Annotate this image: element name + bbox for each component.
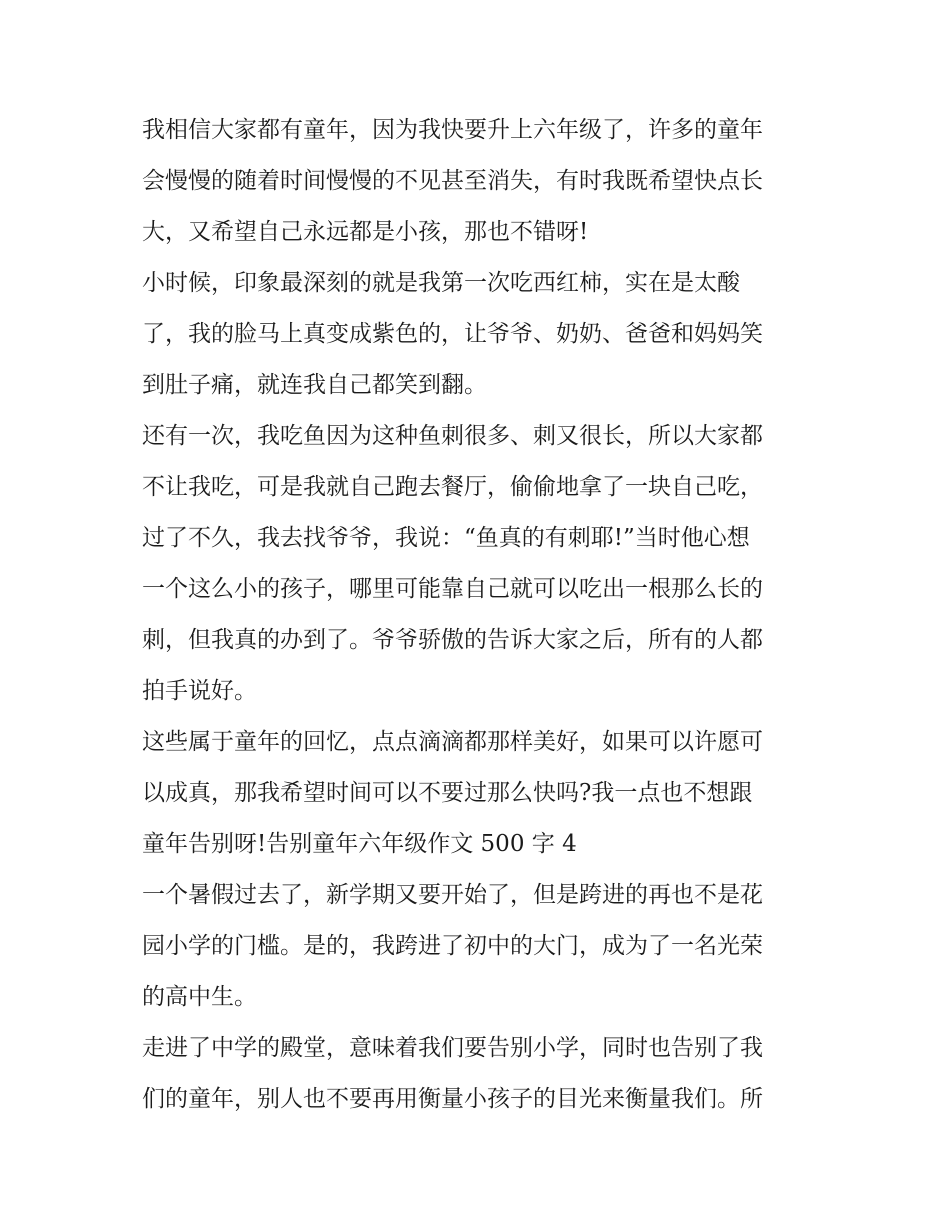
text-line: 拍手说好。	[142, 678, 257, 704]
text-line: 童年告别呀!告别童年六年级作文 500 字 4	[142, 831, 577, 857]
text-line: 了，我的脸马上真变成紫色的，让爷爷、奶奶、爸爸和妈妈笑	[142, 321, 763, 347]
text-line: 以成真，那我希望时间可以不要过那么快吗?我一点也不想跟	[142, 780, 753, 806]
text-line: 到肚子痛，就连我自己都笑到翻。	[142, 372, 487, 398]
text-line: 们的童年，别人也不要再用衡量小孩子的目光来衡量我们。所	[142, 1086, 763, 1112]
text-line: 过了不久，我去找爷爷，我说：“鱼真的有刺耶!”当时他心想	[142, 525, 750, 551]
text-line: 还有一次，我吃鱼因为这种鱼刺很多、刺又很长，所以大家都	[142, 423, 763, 449]
text-line: 小时候，印象最深刻的就是我第一次吃西红柿，实在是太酸	[142, 270, 740, 296]
text-line: 的高中生。	[142, 984, 257, 1010]
text-line: 园小学的门槛。是的，我跨进了初中的大门，成为了一名光荣	[142, 933, 763, 959]
text-line: 不让我吃，可是我就自己跑去餐厅，偷偷地拿了一块自己吃，	[142, 474, 763, 500]
text-line: 一个暑假过去了，新学期又要开始了，但是跨进的再也不是花	[142, 882, 763, 908]
text-line: 刺，但我真的办到了。爷爷骄傲的告诉大家之后，所有的人都	[142, 627, 763, 653]
text-line: 一个这么小的孩子，哪里可能靠自己就可以吃出一根那么长的	[142, 576, 763, 602]
text-line: 大，又希望自己永远都是小孩，那也不错呀!	[142, 219, 589, 245]
text-line: 这些属于童年的回忆，点点滴滴都那样美好，如果可以许愿可	[142, 729, 763, 755]
text-line: 我相信大家都有童年，因为我快要升上六年级了，许多的童年	[142, 117, 763, 143]
text-line: 会慢慢的随着时间慢慢的不见甚至消失，有时我既希望快点长	[142, 168, 763, 194]
text-line: 走进了中学的殿堂，意味着我们要告别小学，同时也告别了我	[142, 1035, 763, 1061]
